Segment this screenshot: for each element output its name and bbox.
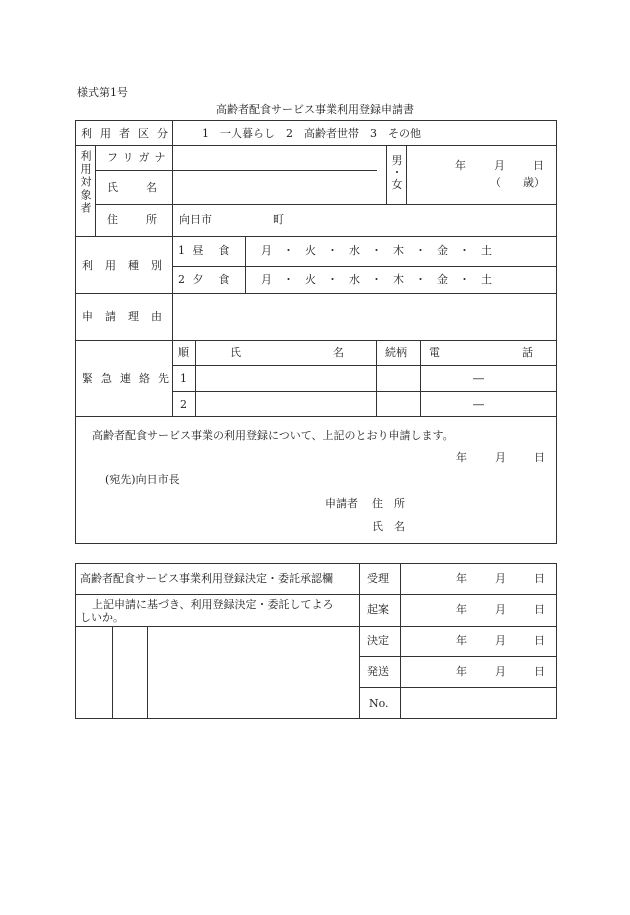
received-label: 受理	[367, 572, 389, 585]
declaration-text: 高齢者配食サービス事業の利用登録について、上記のとおり申請します。	[92, 429, 454, 442]
stamp-cell-1[interactable]	[76, 627, 111, 717]
reason-label: 申請理由	[82, 310, 174, 323]
emergency-label: 緊急連絡先	[82, 372, 177, 385]
emergency-row-1-phone[interactable]: ―	[473, 372, 484, 385]
target-person-label: 利用対象者	[79, 150, 92, 215]
emergency-col-name-1: 氏	[230, 346, 241, 359]
stamp-cell-2[interactable]	[113, 627, 146, 717]
birth-date[interactable]: 年 月 日	[455, 159, 546, 172]
emergency-col-relation: 続柄	[385, 346, 407, 359]
approval-request-line1: 上記申請に基づき、利用登録決定・委託してよろ	[92, 598, 334, 611]
lunch-days[interactable]: 月 ・ 火 ・ 水 ・ 木 ・ 金 ・ 土	[261, 244, 492, 257]
address-field[interactable]	[300, 205, 554, 235]
emergency-col-phone-1: 電	[429, 346, 440, 359]
emergency-row-2-num: 2	[180, 398, 187, 411]
emergency-col-phone-2: 話	[522, 346, 533, 359]
emergency-row-1-num: 1	[180, 372, 187, 385]
received-date[interactable]: 年 月 日	[456, 572, 547, 585]
draft-date[interactable]: 年 月 日	[456, 603, 547, 616]
declaration-date[interactable]: 年 月 日	[456, 451, 547, 464]
age-field[interactable]: （ 歳）	[490, 176, 545, 189]
emergency-row-2-phone[interactable]: ―	[473, 398, 484, 411]
draft-label: 起案	[367, 603, 389, 616]
address-label: 住 所	[107, 213, 159, 226]
lunch-label: 1 昼 食	[178, 244, 232, 257]
number-label: No.	[369, 697, 389, 710]
approval-request-line2: しいか。	[80, 611, 124, 624]
name-field[interactable]	[173, 171, 385, 203]
dispatch-date[interactable]: 年 月 日	[456, 665, 547, 678]
user-category-options: 1 一人暮らし 2 高齢者世帯 3 その他	[202, 127, 421, 140]
address-city: 向日市	[179, 213, 212, 226]
name-label: 氏 名	[107, 181, 159, 194]
form-number: 様式第1号	[77, 86, 128, 99]
furigana-field[interactable]	[173, 146, 385, 169]
usage-type-label: 利用種別	[82, 259, 174, 272]
form-title: 高齢者配食サービス事業利用登録申請書	[216, 103, 414, 116]
applicant-label: 申請者	[325, 497, 358, 510]
addressee: (宛先)向日市長	[105, 473, 180, 486]
applicant-address-label: 住 所	[372, 497, 405, 510]
approval-title: 高齢者配食サービス事業利用登録決定・委託承認欄	[80, 572, 333, 585]
emergency-row-2-name[interactable]	[196, 392, 375, 415]
user-category-label: 利用者区分	[81, 127, 176, 140]
emergency-row-1-name[interactable]	[196, 366, 375, 390]
number-field[interactable]	[401, 688, 554, 717]
dinner-days[interactable]: 月 ・ 火 ・ 水 ・ 木 ・ 金 ・ 土	[261, 273, 492, 286]
address-town: 町	[273, 213, 284, 226]
decision-date[interactable]: 年 月 日	[456, 634, 547, 647]
gender-select[interactable]: 男 ・ 女	[391, 154, 403, 191]
decision-label: 決定	[367, 634, 389, 647]
emergency-col-order: 順	[178, 346, 189, 359]
dispatch-label: 発送	[367, 665, 389, 678]
reason-field[interactable]	[173, 294, 554, 339]
applicant-name-label: 氏 名	[372, 520, 405, 533]
dinner-label: 2 夕 食	[178, 273, 232, 286]
emergency-col-name-2: 名	[333, 346, 344, 359]
furigana-label: フリガナ	[107, 151, 171, 164]
stamp-cell-3[interactable]	[148, 627, 358, 717]
